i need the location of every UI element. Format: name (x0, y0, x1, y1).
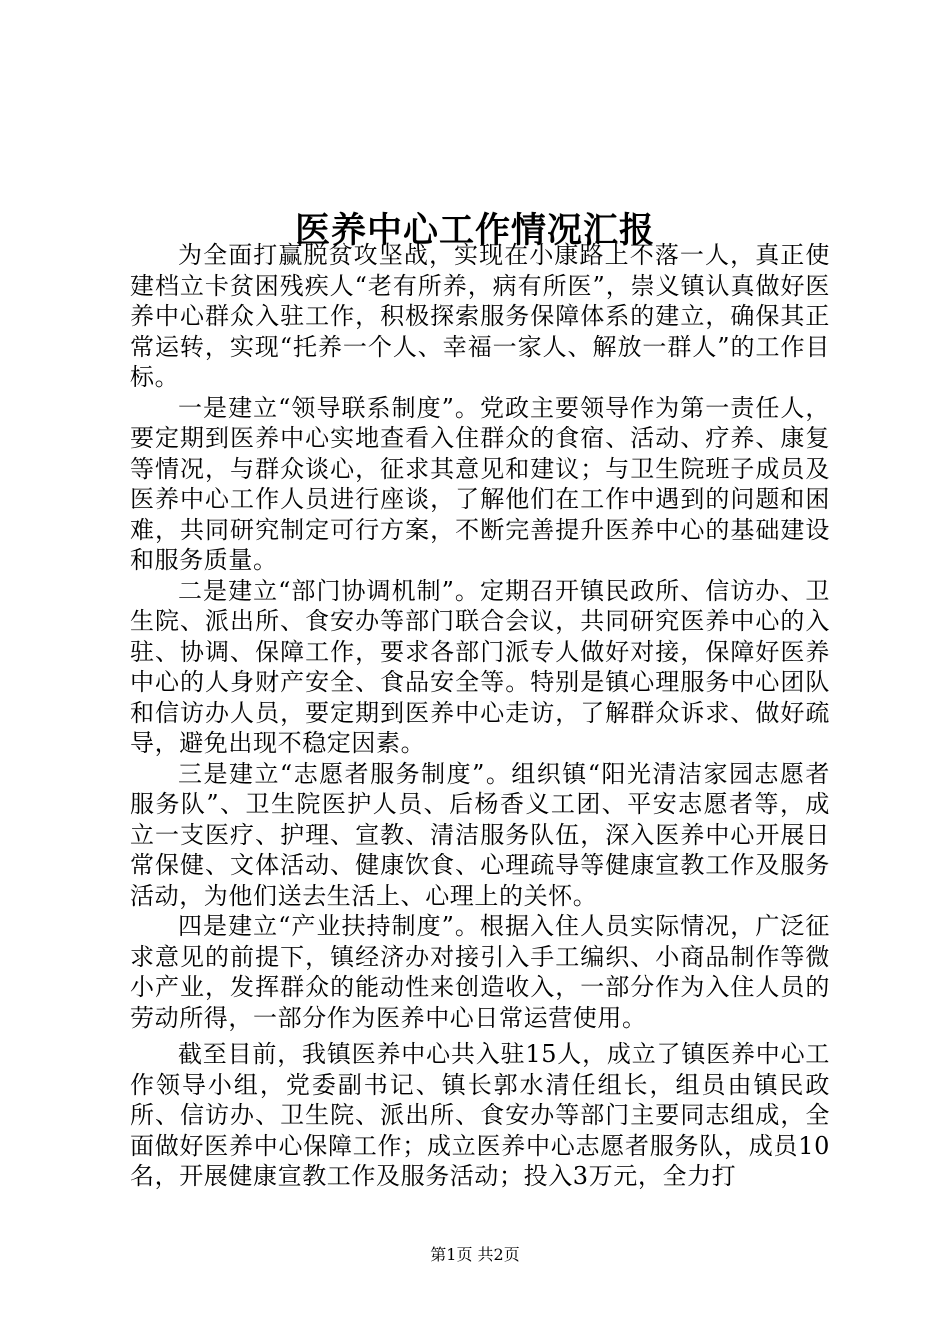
paragraph-intro: 为全面打赢脱贫攻坚战，实现在小康路上不落一人，真正使建档立卡贫困残疾人“老有所养，病有所医”，崇义镇认真做好医养中心群众入驻工作，积极探索服务保障体系的建立，确保其正常运转，实现“托养一个人、幸福一家人、解放一群人”的工作目标。 (130, 241, 830, 391)
document-title: 医养中心工作情况汇报 (294, 210, 655, 252)
page-footer: 第1页 共2页 (430, 1245, 520, 1264)
paragraph-department-coordination: 二是建立“部门协调机制”。定期召开镇民政所、信访办、卫生院、派出所、食安办等部门联合会议，共同研究医养中心的入驻、协调、保障工作，要求各部门派专人做好对接，保障好医养中心的人身财产安全、食品安全等。特别是镇心理服务中心团队和信访办人员，要定期到医养中心走访，了解群众诉求、做好疏导，避免出现不稳定因素。 (130, 576, 830, 757)
document-body (130, 240, 830, 1192)
paragraph-leadership-system: 一是建立“领导联系制度”。党政主要领导作为第一责任人，要定期到医养中心实地查看入住群众的食宿、活动、疗养、康复等情况，与群众谈心，征求其意见和建议；与卫生院班子成员及医养中心工作人员进行座谈，了解他们在工作中遇到的问题和困难，共同研究制定可行方案，不断完善提升医养中心的基础建设和服务质量。 (130, 393, 830, 574)
paragraph-progress: 截至目前，我镇医养中心共入驻15人，成立了镇医养中心工作领导小组，党委副书记、镇长郭水清任组长，组员由镇民政所、信访办、卫生院、派出所、食安办等部门主要同志组成，全面做好医养中心保障工作；成立医养中心志愿者服务队，成员10名，开展健康宣教工作及服务活动；投入3万元，全力打 (130, 1040, 830, 1190)
paragraph-industry-support: 四是建立“产业扶持制度”。根据入住人员实际情况，广泛征求意见的前提下，镇经济办对接引入手工编织、小商品制作等微小产业，发挥群众的能动性来创造收入，一部分作为入住人员的劳动所得，一部分作为医养中心日常运营使用。 (130, 912, 830, 1032)
paragraph-volunteer-service: 三是建立“志愿者服务制度”。组织镇“阳光清洁家园志愿者服务队”、卫生院医护人员、后杨香义工团、平安志愿者等，成立一支医疗、护理、宣教、清洁服务队伍，深入医养中心开展日常保健、文体活动、健康饮食、心理疏导等健康宣教工作及服务活动，为他们送去生活上、心理上的关怀。 (130, 759, 830, 910)
